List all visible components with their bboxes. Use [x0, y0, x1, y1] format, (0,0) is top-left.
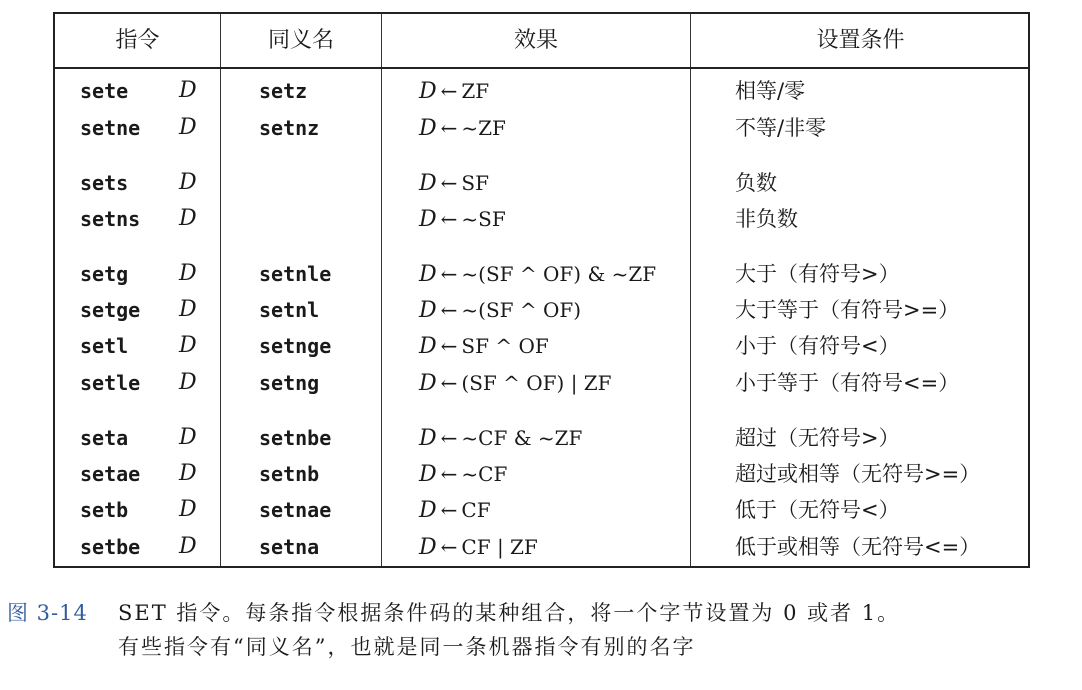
- effect-destination: D: [419, 116, 437, 141]
- table-row: [55, 365, 1028, 401]
- effect-value: ~ZF: [461, 116, 506, 140]
- table-row: [55, 110, 1028, 146]
- instruction-name: setle: [80, 371, 141, 395]
- operand: D: [179, 206, 197, 231]
- set-instructions-table: [53, 12, 1030, 568]
- left-arrow-icon: ←: [440, 79, 458, 103]
- instruction-name: setbe: [80, 535, 141, 559]
- synonym-name: setna: [259, 535, 320, 559]
- table-row: [55, 529, 1028, 565]
- instruction-name: setge: [80, 298, 141, 322]
- operand: D: [179, 261, 197, 286]
- synonym-name: setnbe: [259, 426, 332, 450]
- effect-value: CF: [461, 498, 491, 522]
- effect-value: ~CF: [461, 462, 508, 486]
- effect-value: SF ^ OF: [461, 334, 549, 358]
- condition-description: 小于等于（有符号<=）: [735, 371, 960, 395]
- effect-expression: [419, 492, 491, 528]
- effect-value: ~(SF ^ OF): [461, 298, 582, 322]
- effect-destination: D: [419, 262, 437, 287]
- condition-description: 大于等于（有符号>=）: [735, 298, 960, 322]
- operand: D: [179, 425, 197, 450]
- table-row: [55, 456, 1028, 492]
- effect-destination: D: [419, 171, 437, 196]
- condition-description: 负数: [735, 171, 777, 195]
- instruction-name: setne: [80, 116, 141, 140]
- left-arrow-icon: ←: [440, 116, 458, 140]
- synonym-name: setnl: [259, 298, 320, 322]
- left-arrow-icon: ←: [440, 535, 458, 559]
- effect-destination: D: [419, 207, 437, 232]
- effect-expression: [419, 292, 581, 328]
- condition-description: 低于（无符号<）: [735, 498, 900, 522]
- effect-value: ZF: [461, 79, 490, 103]
- effect-expression: [419, 165, 489, 201]
- operand: D: [179, 461, 197, 486]
- condition-description: 不等/非零: [735, 116, 827, 140]
- condition-description: 超过或相等（无符号>=）: [735, 462, 981, 486]
- effect-destination: D: [419, 79, 437, 104]
- left-arrow-icon: ←: [440, 207, 458, 231]
- instruction-name: setns: [80, 207, 141, 231]
- operand: D: [179, 497, 197, 522]
- effect-destination: D: [419, 535, 437, 560]
- synonym-name: setnle: [259, 262, 332, 286]
- effect-expression: [419, 110, 506, 146]
- effect-destination: D: [419, 462, 437, 487]
- condition-description: 小于（有符号<）: [735, 334, 900, 358]
- instruction-name: sets: [80, 171, 129, 195]
- operand: D: [179, 297, 197, 322]
- effect-expression: [419, 328, 549, 364]
- table-row: [55, 201, 1028, 237]
- condition-description: 低于或相等（无符号<=）: [735, 535, 981, 559]
- effect-destination: D: [419, 334, 437, 359]
- left-arrow-icon: ←: [440, 262, 458, 286]
- effect-destination: D: [419, 498, 437, 523]
- table-row: [55, 328, 1028, 364]
- synonym-name: setnz: [259, 116, 320, 140]
- header-instruction: 指令: [115, 28, 160, 53]
- effect-value: (SF ^ OF) | ZF: [461, 371, 612, 395]
- table-row: [55, 292, 1028, 328]
- operand: D: [179, 170, 197, 195]
- effect-value: CF | ZF: [461, 535, 538, 559]
- operand: D: [179, 370, 197, 395]
- effect-value: ~CF & ~ZF: [461, 426, 583, 450]
- header-synonym: 同义名: [267, 28, 334, 53]
- condition-description: 超过（无符号>）: [735, 426, 900, 450]
- effect-value: ~SF: [461, 207, 506, 231]
- synonym-name: setnge: [259, 334, 332, 358]
- caption-line-1: SET 指令。每条指令根据条件码的某种组合，将一个字节设置为 0 或者 1。: [118, 601, 901, 625]
- instruction-name: setae: [80, 462, 141, 486]
- instruction-name: setb: [80, 498, 129, 522]
- table-row: [55, 73, 1028, 109]
- table-row: [55, 256, 1028, 292]
- effect-value: SF: [461, 171, 489, 195]
- effect-value: ~(SF ^ OF) & ~ZF: [461, 262, 657, 286]
- effect-destination: D: [419, 371, 437, 396]
- left-arrow-icon: ←: [440, 298, 458, 322]
- table-row: [55, 165, 1028, 201]
- effect-destination: D: [419, 426, 437, 451]
- instruction-name: setg: [80, 262, 129, 286]
- effect-expression: [419, 365, 612, 401]
- header-condition: 设置条件: [816, 28, 905, 53]
- operand: D: [179, 333, 197, 358]
- instruction-name: setl: [80, 334, 129, 358]
- effect-expression: [419, 201, 506, 237]
- caption-line-2: 有些指令有“同义名”，也就是同一条机器指令有别的名字: [118, 635, 696, 659]
- table-row: [55, 420, 1028, 456]
- operand: D: [179, 534, 197, 559]
- left-arrow-icon: ←: [440, 171, 458, 195]
- left-arrow-icon: ←: [440, 334, 458, 358]
- left-arrow-icon: ←: [440, 462, 458, 486]
- left-arrow-icon: ←: [440, 498, 458, 522]
- table-row: [55, 492, 1028, 528]
- condition-description: 大于（有符号>）: [735, 262, 900, 286]
- instruction-name: sete: [80, 79, 129, 103]
- effect-destination: D: [419, 298, 437, 323]
- effect-expression: [419, 420, 582, 456]
- condition-description: 非负数: [735, 207, 798, 231]
- operand: D: [179, 115, 197, 140]
- instruction-name: seta: [80, 426, 129, 450]
- synonym-name: setng: [259, 371, 320, 395]
- synonym-name: setnae: [259, 498, 332, 522]
- synonym-name: setz: [259, 79, 308, 103]
- left-arrow-icon: ←: [440, 426, 458, 450]
- figure-label: 图 3-14: [7, 601, 88, 625]
- synonym-name: setnb: [259, 462, 320, 486]
- operand: D: [179, 78, 197, 103]
- header-divider: [55, 67, 1028, 69]
- effect-expression: [419, 456, 507, 492]
- effect-expression: [419, 73, 489, 109]
- condition-description: 相等/零: [735, 79, 806, 103]
- effect-expression: [419, 256, 656, 292]
- left-arrow-icon: ←: [440, 371, 458, 395]
- header-effect: 效果: [513, 28, 558, 53]
- effect-expression: [419, 529, 538, 565]
